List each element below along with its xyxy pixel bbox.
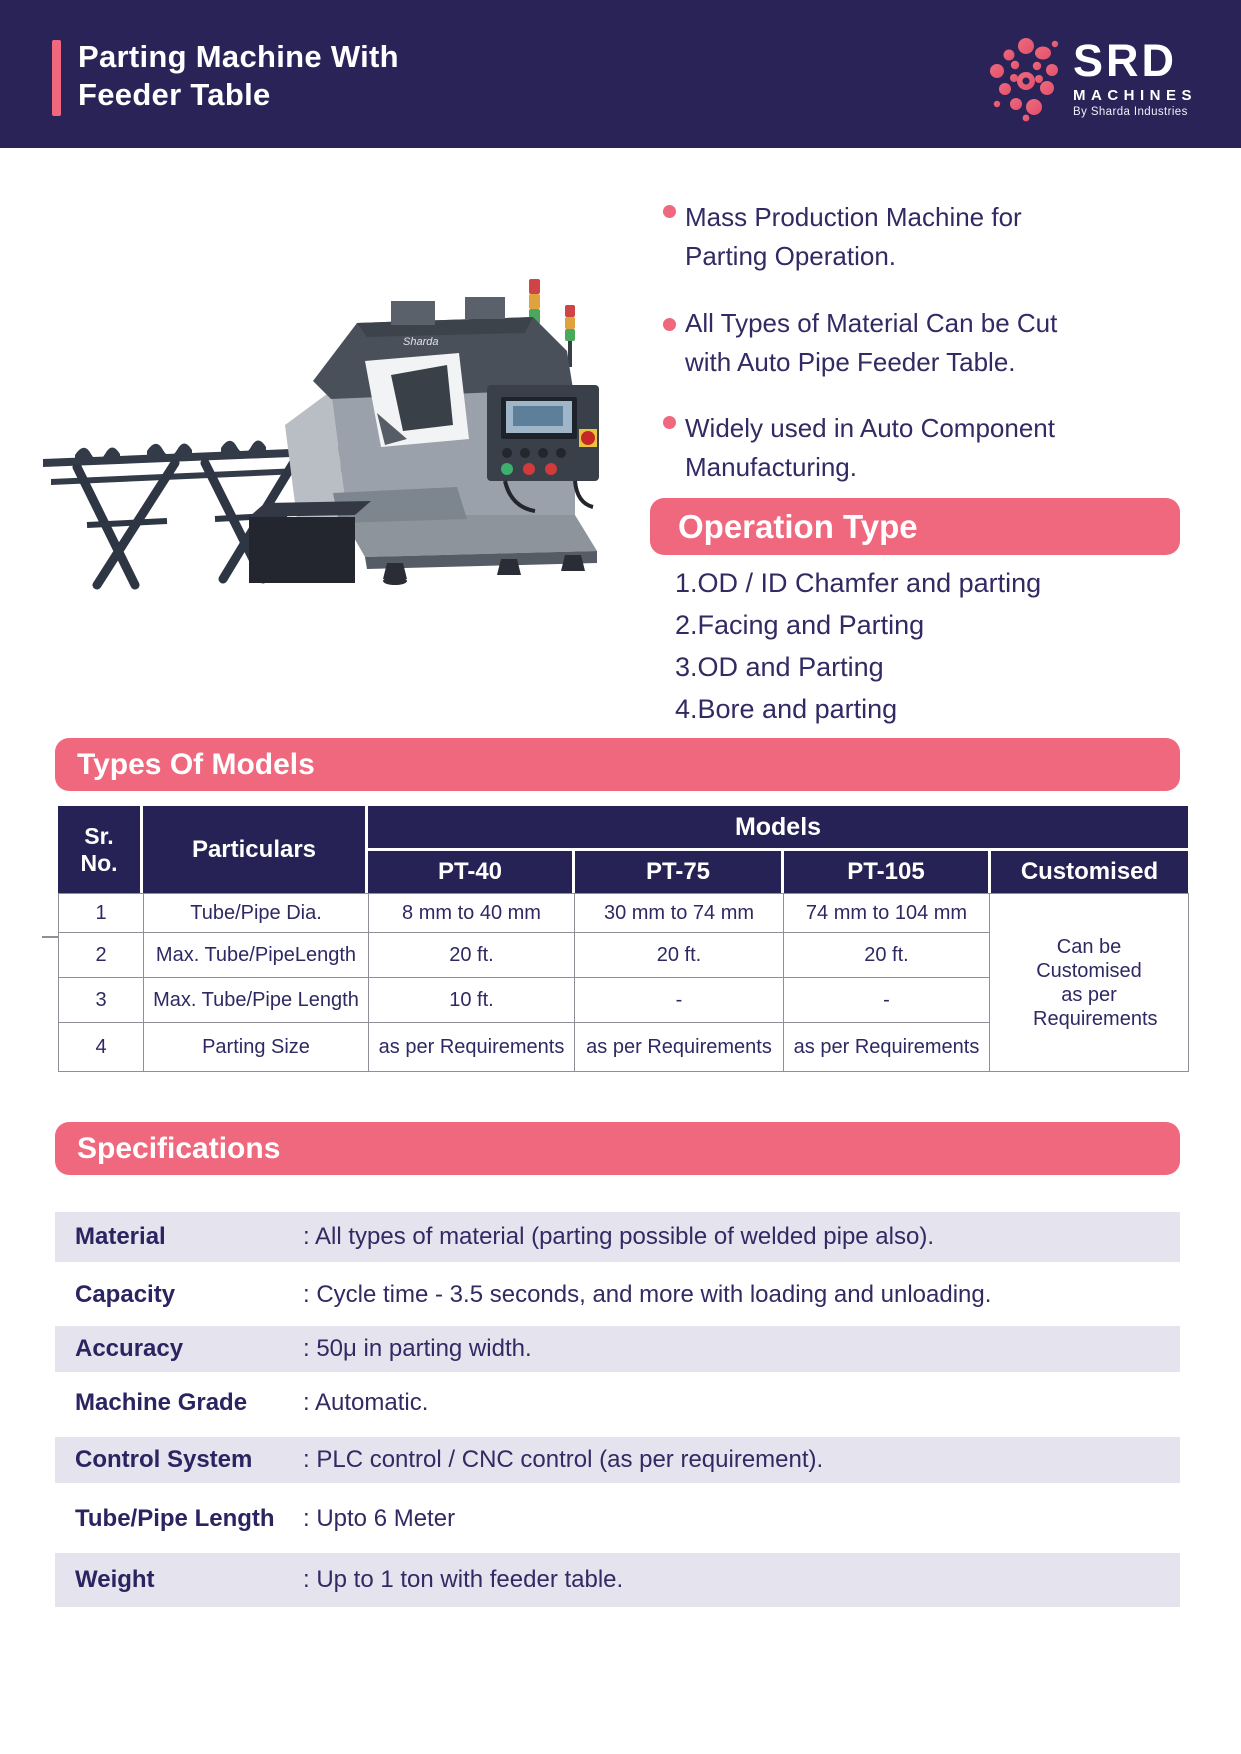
cell-pt40: 20 ft. xyxy=(369,933,575,978)
column-header-pt40: PT-40 xyxy=(368,851,572,893)
section-title: Types Of Models xyxy=(77,747,315,781)
spec-label: Weight xyxy=(75,1566,155,1593)
logo-word: MACHINES xyxy=(1073,86,1198,104)
column-header-customised: Customised xyxy=(991,851,1188,893)
spec-row-accuracy xyxy=(55,1326,1180,1372)
header-band xyxy=(0,0,1241,148)
spec-row-weight xyxy=(55,1553,1180,1607)
header-text: Sr. xyxy=(84,822,114,849)
bullet-line: with Auto Pipe Feeder Table. xyxy=(685,347,1016,377)
models-table-body xyxy=(58,893,1189,1072)
types-of-models-banner xyxy=(55,738,1180,791)
column-header-pt105: PT-105 xyxy=(784,851,988,893)
bullet-line: Manufacturing. xyxy=(685,452,857,482)
header-text: No. xyxy=(80,849,118,876)
cell-pt105: - xyxy=(784,978,990,1023)
section-title: Operation Type xyxy=(678,507,918,545)
cell-pt75: 30 mm to 74 mm xyxy=(575,894,784,933)
column-header-pt75: PT-75 xyxy=(575,851,781,893)
page-title-line1: Parting Machine With xyxy=(78,39,399,74)
spec-row-material xyxy=(55,1212,1180,1262)
bullet-dot-icon xyxy=(663,205,676,218)
cell-pt105: 20 ft. xyxy=(784,933,990,978)
spec-label: Tube/Pipe Length xyxy=(75,1505,275,1532)
machine-photo xyxy=(35,263,615,595)
table-row xyxy=(59,894,1189,933)
cell-pt105: as per Requirements xyxy=(784,1023,990,1072)
cell-particulars: Max. Tube/PipeLength xyxy=(144,933,369,978)
list-item xyxy=(663,409,1055,487)
page-title-line2: Feeder Table xyxy=(78,77,271,112)
cell-pt40: 8 mm to 40 mm xyxy=(369,894,575,933)
spec-row-tube-pipe-length xyxy=(55,1494,1180,1544)
list-item: 4.Bore and parting xyxy=(675,694,898,724)
cell-particulars: Tube/Pipe Dia. xyxy=(144,894,369,933)
operation-type-list xyxy=(675,562,1041,730)
list-item: 1.OD / ID Chamfer and parting xyxy=(675,568,1042,598)
column-header-sr-no xyxy=(58,806,140,893)
cell-pt105: 74 mm to 104 mm xyxy=(784,894,990,933)
logo-name: SRD xyxy=(1073,34,1178,86)
cell-particulars: Parting Size xyxy=(144,1023,369,1072)
cell-sr: 1 xyxy=(59,894,144,933)
spec-value: : Upto 6 Meter xyxy=(303,1505,456,1532)
customised-note: Can be Customised as per Requirements xyxy=(1033,935,1158,1030)
spec-label: Machine Grade xyxy=(75,1389,248,1416)
spec-row-capacity xyxy=(55,1270,1180,1320)
list-item: 3.OD and Parting xyxy=(675,652,884,682)
cell-customised xyxy=(990,894,1189,1072)
spec-value: : PLC control / CNC control (as per requirement). xyxy=(303,1446,824,1473)
operation-type-banner xyxy=(650,498,1180,555)
cell-pt75: - xyxy=(575,978,784,1023)
machine-brand-text: Sharda xyxy=(403,336,439,348)
spec-label: Capacity xyxy=(75,1281,176,1308)
spec-value: : Automatic. xyxy=(303,1389,429,1416)
spec-row-machine-grade xyxy=(55,1378,1180,1428)
spec-value: : Cycle time - 3.5 seconds, and more with loading and unloading. xyxy=(303,1281,992,1308)
cell-sr: 4 xyxy=(59,1023,144,1072)
list-item xyxy=(663,198,1022,276)
cell-pt40: as per Requirements xyxy=(369,1023,575,1072)
spec-row-control-system xyxy=(55,1437,1180,1483)
spec-value: : Up to 1 ton with feeder table. xyxy=(303,1566,624,1593)
cell-pt75: 20 ft. xyxy=(575,933,784,978)
spec-label: Accuracy xyxy=(75,1335,184,1362)
table-border-artifact xyxy=(42,936,58,938)
bullet-dot-icon xyxy=(663,318,676,331)
models-table-header xyxy=(58,806,1188,893)
list-item xyxy=(663,304,1057,382)
cell-sr: 2 xyxy=(59,933,144,978)
bullet-dot-icon xyxy=(663,416,676,429)
section-title: Specifications xyxy=(77,1131,281,1165)
cell-pt75: as per Requirements xyxy=(575,1023,784,1072)
column-group-header-models: Models xyxy=(368,806,1188,848)
cell-pt40: 10 ft. xyxy=(369,978,575,1023)
specifications-banner xyxy=(55,1122,1180,1175)
bullet-line: Mass Production Machine for xyxy=(685,202,1022,232)
srd-logo xyxy=(985,28,1205,128)
spec-label: Control System xyxy=(75,1446,253,1473)
logo-flower-icon xyxy=(985,32,1067,124)
bullet-line: All Types of Material Can be Cut xyxy=(685,308,1058,338)
spec-value: : 50μ in parting width. xyxy=(303,1335,532,1362)
logo-tagline: By Sharda Industries xyxy=(1073,105,1188,118)
logo-text xyxy=(1073,34,1198,119)
spec-label: Material xyxy=(75,1223,166,1250)
cell-sr: 3 xyxy=(59,978,144,1023)
page-title xyxy=(78,38,399,114)
list-item: 2.Facing and Parting xyxy=(675,610,925,640)
title-accent-bar xyxy=(52,40,61,116)
bullet-line: Widely used in Auto Component xyxy=(685,413,1055,443)
column-header-particulars: Particulars xyxy=(143,806,365,893)
bullet-line: Parting Operation. xyxy=(685,241,897,271)
cell-particulars: Max. Tube/Pipe Length xyxy=(144,978,369,1023)
spec-value: : All types of material (parting possible of welded pipe also). xyxy=(303,1223,934,1250)
